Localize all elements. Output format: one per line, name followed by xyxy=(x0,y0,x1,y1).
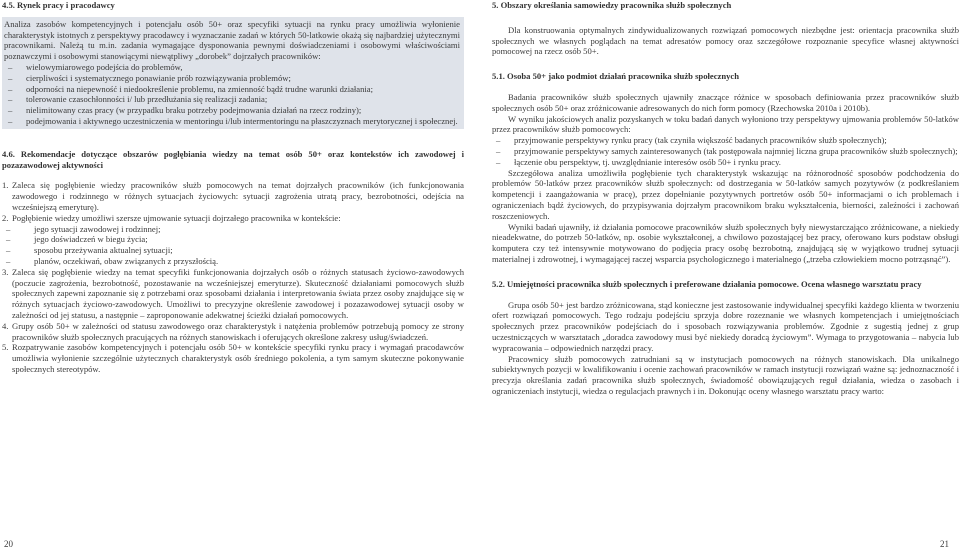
box-paragraph: Analiza zasobów kompetencyjnych i potencjału osób 50+ oraz specyfiki sytuacji na rynku pracy umożliwia wyłonienie charakterystyk istotnych z perspektywy pracodawcy i wyznaczanie zadań w których 50-latkowie okażą się najbardziej użytecznymi pracownikami. Należą tu m.in. zadania wymagające dysponowania pewnymi doświadczeniami i osobowymi właściwościami poznawczymi i osobowymi stanowiącymi niewątpliwy „dorobek” dojrzałych pracowników: xyxy=(4,18,460,62)
paragraph: Wyniki badań ujawniły, iż działania pomocowe pracowników służb społecznych były niewystarczająco zróżnicowane, a niekiedy nieadekwatne, do potrzeb 50-latków, np. osobie wykształconej, a chwilowo pozostającej bez pracy, oferowano kurs podstaw obsługi komputera czy też intensywnie motywowano do podjęcia pracy osobę bezrobotną, znajdującą się w wyjątkowo trudnej sytuacji materialnej i zdrowotnej, i wymagającej raczej wsparcia psychologicznego i materialnego („trzeba człowiekiem mocno potrząsnąć”). xyxy=(492,221,959,264)
perspectives-list xyxy=(492,135,959,167)
recommendation-item xyxy=(2,213,464,267)
list-item: – jego doświadczeń w biegu życia; xyxy=(12,234,464,245)
recommendation-item xyxy=(2,321,464,343)
section-heading-5-1: 5.1. Osoba 50+ jako podmiot działań pracownika służb społecznych xyxy=(492,71,739,82)
intro-paragraph: Dla konstruowania optymalnych zindywidualizowanych rozwiązań pomocowych niezbędne jest: orientacja pracownika służb społecznych we własnych poglądach na temat adresatów pomocy oraz szczegółowe rozpoznanie specyfice własnej aktywności pomocowej na rzecz osób 50+. xyxy=(492,24,959,57)
list-item: – wielowymiarowego podejścia do problemów, xyxy=(4,62,460,73)
page-number: 20 xyxy=(4,539,13,548)
item-text: Zaleca się pogłębienie wiedzy pracowników służb pomocowych na temat dojrzałych pracowników (ich funkcjonowania zawodowego i rodzinnego w różnych sytuacjach życiowych: sytuacji zagrożenia utratą pracy, bezrobotności, odejścia na wcześniejszą emeryturę). xyxy=(12,180,464,212)
section-heading-5-2: 5.2. Umiejętności pracownika służb społecznych i preferowane działania pomocowe. Ocena własnego warsztatu pracy xyxy=(492,278,922,289)
item-text: Grupy osób 50+ w zależności od statusu zawodowego oraz charakterystyk i natężenia problemów potrzebują pomocy ze strony pracowników służb społecznych pracujących na różnych stanowiskach i oferujących określone zakresy usług/świadczeń. xyxy=(12,320,464,342)
paragraph: Pracownicy służb pomocowych zatrudniani są w instytucjach pomocowych na różnych stanowiskach. Dla unikalnego subiektywnych pozycji w kwalifikowaniu i ocenie zachowań pracowników w ramach instytucji rozwiązań ważne są: jednoznaczność i precyzja określania zadań pracownika służb społecznych, świadomość obowiązujących reguł działania, wiedza o zasobach i ograniczeniach instytucji, wiedza o regulacjach prawnych i in. Dokonując oceny własnego warsztatu pracy warto: xyxy=(492,353,959,396)
list-item: – odporności na niepewność i niedookreślenie problemu, na zmienność bądź trudne warunki działania; xyxy=(4,84,460,95)
list-item: – przyjmowanie perspektywy rynku pracy (tak czyniła większość badanych pracowników służb społecznych); xyxy=(492,135,959,146)
item-number: 5. xyxy=(2,342,9,353)
list-item: – sposobu przeżywania aktualnej sytuacji; xyxy=(12,245,464,256)
item-text: Pogłębienie wiedzy umożliwi szersze ujmowanie sytuacji dojrzałego pracownika w kontekście: xyxy=(12,212,341,223)
item-text: Rozpatrywanie zasobów kompetencyjnych i potencjału osób 50+ w kontekście specyfiki rynku pracy i wymagań pracodawców umożliwia wyłonienie szczególnie użytecznych charakterystyk osób średniego pokolenia, a tym samym skuteczne pokonywanie społecznych stereotypów. xyxy=(12,342,464,374)
highlight-box xyxy=(2,17,464,129)
sub-list xyxy=(12,224,464,267)
chapter-heading-5: 5. Obszary określania samowiedzy pracownika służb społecznych xyxy=(492,0,732,10)
section-heading-4-5: 4.5. Rynek pracy i pracodawcy xyxy=(2,0,115,10)
list-item: – planów, oczekiwań, obaw związanych z przyszłością. xyxy=(12,256,464,267)
list-item: – podejmowania i aktywnego uczestniczenia w mentoringu i/lub intermentoringu na płaszczyznach merytorycznej i społecznej. xyxy=(4,116,460,127)
right-page xyxy=(492,0,959,548)
paragraph: Badania pracowników służb społecznych ujawniły znaczące różnice w sposobach definiowania przez pracowników służb społecznych osób 50+ oraz zróżnicowanie adresowanych do nich form pomocy (Rzechowska 2010a i 2010b). xyxy=(492,91,959,113)
box-list xyxy=(4,62,460,127)
item-number: 2. xyxy=(2,212,9,223)
list-item: – cierpliwości i systematycznego ponawianie prób rozwiązywania problemów; xyxy=(4,73,460,84)
item-number: 4. xyxy=(2,320,9,331)
section-heading-4-6: 4.6. Rekomendacje dotyczące obszarów pogłębiania wiedzy na temat osób 50+ oraz kontekstów ich zawodowej i pozazawodowej aktywności xyxy=(2,148,464,170)
paragraph: W wyniku jakościowych analiz pozyskanych w toku badań danych wyłoniono trzy perspektywy ujmowania problemów 50-latków przez pracowników służb pomocowych: xyxy=(492,113,959,135)
item-number: 1. xyxy=(2,180,9,191)
list-item: – nielimitowany czas pracy (w przypadku braku potrzeby podejmowania działań na rzecz rodziny); xyxy=(4,105,460,116)
item-text: Zaleca się pogłębienie wiedzy na temat specyfiki funkcjonowania dojrzałych osób o różnych statusach życiowo-zawodowych (poczucie zagrożenia, bezrobotność, pozostawanie na wcześniejszej emeryturze). Skuteczność działaniami pomocowych służb społecznych zapewni zapoznanie się z potrzebami oraz sposobami działania i interpretowania świata przez osoby znajdujące się w różnych sytuacjach życiowo-zawodowych. Umożliwi to precyzyjne określenie zawodowej i pozazawodowej sytuacji osoby w zależności od jej statusu, a następnie – zaproponowanie adekwatnej ścieżki działań pomocowych. xyxy=(12,266,464,320)
recommendation-item xyxy=(2,342,464,374)
recommendation-item xyxy=(2,180,464,212)
item-number: 3. xyxy=(2,266,9,277)
list-item: – tolerowanie czasochłonności i/ lub przedłużania się realizacji zadania; xyxy=(4,94,460,105)
recommendations-list xyxy=(2,180,464,374)
list-item: – jego sytuacji zawodowej i rodzinnej; xyxy=(12,224,464,235)
list-item: – łączenie obu perspektyw, tj. uwzględnianie interesów osób 50+ i rynku pracy. xyxy=(492,157,959,168)
left-page xyxy=(2,0,464,548)
list-item: – przyjmowanie perspektywy samych zainteresowanych (tak postępowała najmniej liczna grupa pracowników służb społecznych); xyxy=(492,146,959,157)
recommendation-item xyxy=(2,267,464,321)
paragraph: Szczegółowa analiza umożliwiła pogłębienie tych charakterystyk wskazując na różnorodność sposobów podchodzenia do problemów 50-latków przez pracowników służb społecznych: od dostrzegania w 50-latków samych pozytywów (z podkreślaniem kompetencji i zaangażowania w pracę), przez dopełnianie pozytywnych portretów osób 50+ informacjami o ich problemach i ograniczeniach bądź życiowych, do przypisywania dojrzałym pracownikom braku wykształcenia, bierności, zaleźności i zachowań roszczeniowych. xyxy=(492,167,959,221)
page-number: 21 xyxy=(940,539,949,548)
paragraph: Grupa osób 50+ jest bardzo zróżnicowana, stąd konieczne jest zastosowanie indywidualnej specyfiki każdego klienta w tworzeniu ofert rozwiązań pomocowych. Tego rodzaju podejściu sprzyja dobre rozeznanie we własnych kompetencjach i umiejętnościach społecznych przez pracowników podejściach do i sposobach rozwiązywania problemów. Zgodnie z sugestią jednej z grup uczestniczących w warsztatach „doradca zawodowy musi być niekiedy doradcą życiowym”. Wymaga to przygotowania – nabycia lub wypracowania – odpowiednich narzędzi pracy. xyxy=(492,299,959,353)
